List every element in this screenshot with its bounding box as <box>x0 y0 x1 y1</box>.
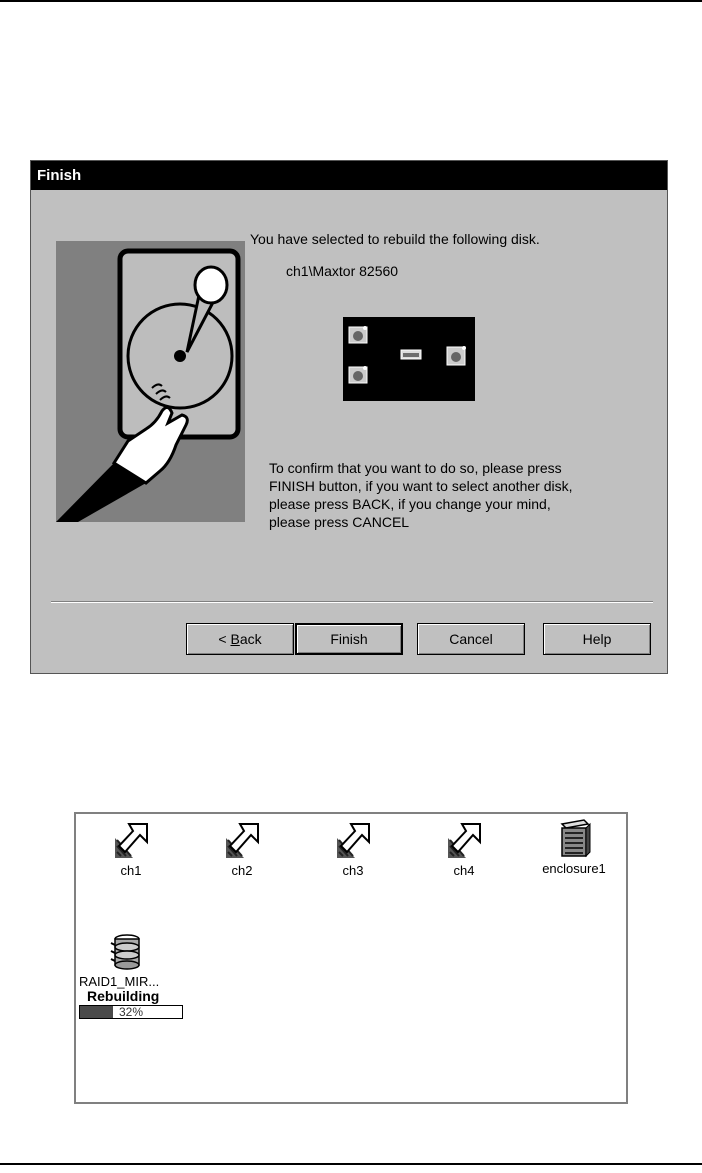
device-view-panel <box>74 812 628 1104</box>
top-rule <box>0 0 702 2</box>
raid-array-label: RAID1_MIR... <box>79 974 160 989</box>
bottom-rule <box>0 1163 702 1165</box>
help-button[interactable]: Help <box>543 623 651 655</box>
back-label-mnemonic: B <box>230 631 240 647</box>
raid-status: Rebuilding <box>87 988 160 1004</box>
back-button[interactable] <box>186 623 294 655</box>
device-item-ch2[interactable] <box>197 820 287 878</box>
channel-icon <box>222 820 262 860</box>
rebuild-progress-bar <box>79 1005 183 1019</box>
rebuild-progress-text: 32% <box>118 1005 144 1019</box>
mirror-disk-icon <box>349 366 367 383</box>
finish-button[interactable]: Finish <box>295 623 403 655</box>
device-item-enclosure1[interactable] <box>522 818 626 876</box>
new-disk-icon <box>447 346 466 365</box>
button-separator <box>51 601 653 603</box>
enclosure-icon <box>554 818 594 858</box>
confirm-instructions: To confirm that you want to do so, please press FINISH button, if you want to select another disk, please press BACK, if you change your mind, please press CANCEL <box>269 460 573 530</box>
device-label: ch2 <box>231 863 253 878</box>
back-label-prefix: < <box>218 631 231 647</box>
back-label-rest: ack <box>239 631 262 647</box>
controller-icon <box>401 350 421 359</box>
raid-array-item[interactable] <box>77 931 187 1019</box>
device-label: ch1 <box>120 863 142 878</box>
device-label: ch3 <box>342 863 364 878</box>
finish-dialog <box>30 160 668 674</box>
channel-icon <box>444 820 484 860</box>
dialog-title: Finish <box>31 161 667 190</box>
channel-icon <box>333 820 373 860</box>
device-label: enclosure1 <box>542 861 606 876</box>
rebuild-message: You have selected to rebuild the following disk. <box>250 231 540 247</box>
selected-disk-name: ch1\Maxtor 82560 <box>286 263 399 279</box>
device-item-ch3[interactable] <box>308 820 398 878</box>
device-label: ch4 <box>453 863 475 878</box>
raid-array-icon <box>107 931 147 971</box>
device-item-ch1[interactable] <box>86 820 176 878</box>
hard-disk-illustration-icon <box>56 241 245 522</box>
cancel-button[interactable]: Cancel <box>417 623 525 655</box>
source-disk-icon <box>349 326 367 343</box>
device-item-ch4[interactable] <box>419 820 509 878</box>
channel-icon <box>111 820 151 860</box>
mirror-diagram <box>343 317 475 401</box>
